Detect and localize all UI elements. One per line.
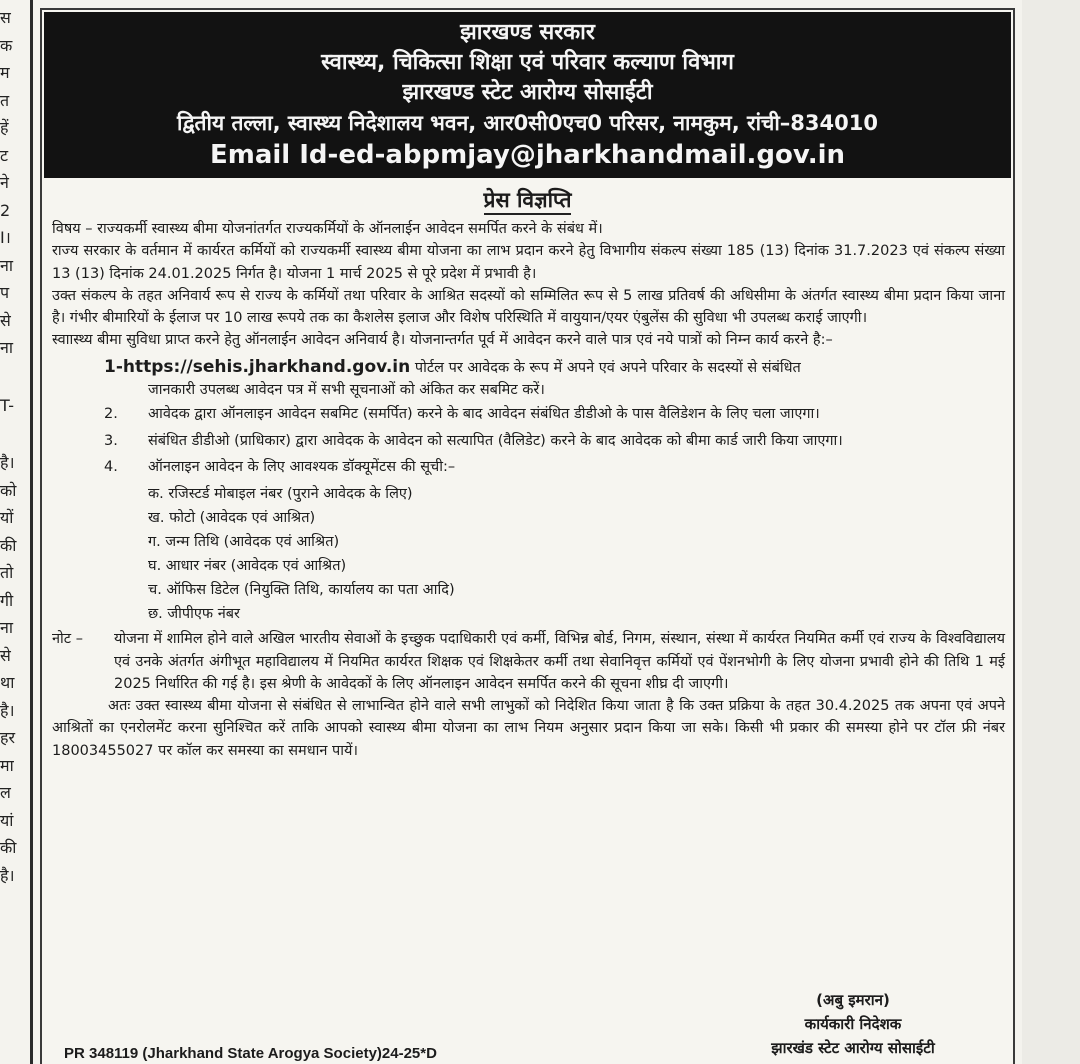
- notice-title: प्रेस विज्ञप्ति: [42, 186, 1013, 214]
- pr-code: PR 348119 (Jharkhand State Arogya Society)24-25*D: [64, 1045, 437, 1062]
- signature-block: [723, 988, 983, 1060]
- strip-fragment: I।: [0, 228, 11, 247]
- step-text: संबंधित डीडीओ (प्राधिकार) द्वारा आवेदक के आवेदन को सत्यापित (वैलिडेट) करने के बाद आवेदक को बीमा कार्ड जारी किया जाएगा।: [148, 432, 843, 449]
- list-item: घ. आधार नंबर (आवेदक एवं आश्रित): [148, 558, 347, 575]
- paragraph-coverage: उक्त संकल्प के तहत अनिवार्य रूप से राज्य के कर्मियों तथा परिवार के आश्रित सदस्यों को सम्मिलित रूप से 5 लाख प्रतिवर्ष की अधिसीमा के अंतर्गत स्वास्थ्य बीमा प्रदान किया जाना है। गंभीर बीमारियों के ईलाज पर 10 लाख रूपये तक का कैशलेस इलाज और विशेष परिस्थिति में वायुयान/एयर एंबुलेंस की सुविधा भी उपलब्ध कराई जाएगी।: [52, 287, 1005, 327]
- strip-fragment: की: [0, 838, 17, 857]
- paragraph-requirement: स्वाास्थ्य बीमा सुविधा प्राप्त करने हेतु ऑनलाईन आवेदन अनिवार्य है। योजनान्तर्गत पूर्व में आवेदन करने वाले पात्र एवं नये पात्रों को निम्न कार्य करने है:–: [52, 332, 833, 349]
- header-band: [44, 12, 1011, 178]
- step-number: 2.: [104, 406, 118, 423]
- portal-link[interactable]: 1-https://sehis.jharkhand.gov.in: [104, 356, 411, 377]
- strip-fragment: है।: [0, 700, 15, 720]
- strip-fragment: प: [0, 283, 10, 302]
- strip-fragment: [0, 419, 24, 449]
- list-item: क. रजिस्टर्ड मोबाइल नंबर (पुराने आवेदक के लिए): [148, 486, 413, 503]
- note-section: [52, 628, 1005, 695]
- strip-fragment: हर: [0, 728, 16, 747]
- step-1-continued: जानकारी उपलब्ध आवेदन पत्र में सभी सूचनाओं को अंकित कर सबमिट करें।: [148, 382, 545, 399]
- step-3: [52, 430, 1005, 452]
- step-number: 4.: [104, 458, 118, 475]
- page-margin: [1022, 0, 1080, 1064]
- step-1-text: पोर्टल पर आवेदक के रूप में अपने एवं अपने परिवार के सदस्यों से संबंधित: [410, 359, 801, 376]
- strip-fragment: तो: [0, 563, 14, 582]
- note-label: नोट –: [52, 631, 83, 648]
- notice-body: [42, 214, 1013, 762]
- step-text: ऑनलाइन आवेदन के लिए आवश्यक डॉक्यूमेंटस की सूची:–: [148, 458, 456, 475]
- strip-fragment: से: [0, 310, 11, 330]
- government-name: झारखण्ड सरकार: [460, 20, 595, 45]
- step-text: आवेदक द्वारा ऑनलाइन आवेदन सबमिट (समर्पित) करने के बाद आवेदन संबंधित डीडीओ के पास वैलिडेशन के लिए चला जाएगा।: [148, 406, 820, 423]
- step-4: [52, 456, 1005, 478]
- strip-fragment: ना: [0, 618, 14, 637]
- strip-fragment: म: [0, 63, 10, 82]
- closing-paragraph: [52, 695, 1005, 762]
- closing-first-line: अतः उक्त स्वास्थ्य बीमा योजना से संबंधित से लाभान्वित होने वाले सभी लाभुकों को निदेशित किया जाता है कि: [108, 698, 694, 715]
- strip-fragment: था: [0, 673, 15, 692]
- strip-fragment: क: [0, 35, 13, 55]
- strip-fragment: है।: [0, 865, 15, 885]
- strip-fragment: यों: [0, 508, 14, 527]
- list-item: च. ऑफिस डिटेल (नियुक्ति तिथि, कार्यालय का पता आदि): [148, 582, 455, 599]
- press-notice: [40, 8, 1015, 1064]
- adjacent-column-fragment: [0, 0, 24, 1064]
- strip-fragment: स: [0, 8, 11, 27]
- strip-fragment: ना: [0, 338, 14, 357]
- office-address: द्वितीय तल्ला, स्वास्थ्य निदेशालय भवन, आर0सी0एच0 परिसर, नामकुम, रांची–834010: [177, 111, 878, 135]
- strip-fragment: हें: [0, 118, 9, 137]
- strip-fragment: 2: [0, 200, 11, 220]
- column-divider: [30, 0, 33, 1064]
- strip-fragment: को: [0, 480, 17, 500]
- strip-fragment: ल: [0, 783, 11, 802]
- strip-fragment: ने: [0, 173, 9, 192]
- step-2: [52, 403, 1005, 425]
- subject-line: विषय – राज्यकर्मी स्वास्थ्य बीमा योजनांतर्गत राज्यकर्मियों के ऑनलाईन आवेदन समर्पित करने के संबंध में।: [52, 221, 603, 237]
- signatory-name: (अबु इमरान): [816, 991, 890, 1009]
- department-name: स्वास्थ्य, चिकित्सा शिक्षा एवं परिवार कल्याण विभाग: [321, 50, 734, 75]
- list-item: छ. जीपीएफ नंबर: [148, 606, 240, 623]
- strip-fragment: गी: [0, 590, 14, 610]
- email-id: Email Id-ed-abpmjay@jharkhandmail.gov.in: [209, 140, 846, 170]
- document-list: [52, 482, 1005, 626]
- closing-rest: उक्त प्रक्रिया के तहत 30.4.2025 तक अपना एवं अपने आश्रितों का एनरोलमेंट करना सुनिश्चित करें ताकि आपको स्वास्थ्य बीमा योजना का लाभ नियम अनुसार प्रदान किया जा सके। किसी भी प्रकार की समस्या होने पर टॉल फ्री नंबर 18003455027 पर कॉल कर समस्या का समधान पायें।: [52, 698, 1005, 759]
- step-number: 3.: [104, 432, 118, 449]
- signatory-org: झारखंड स्टेट आरोग्य सोसाईटी: [771, 1039, 935, 1057]
- strip-fragment: मा: [0, 755, 14, 775]
- strip-fragment: यां: [0, 810, 14, 830]
- list-item: ग. जन्म तिथि (आवेदक एवं आश्रित): [148, 534, 340, 551]
- list-item: ख. फोटो (आवेदक एवं आश्रित): [148, 510, 316, 527]
- strip-fragment: त: [0, 90, 10, 110]
- paragraph-resolution: राज्य सरकार के वर्तमान में कार्यरत कर्मियों को राज्यकर्मी स्वास्थ्य बीमा योजना का लाभ प्रदान करने हेतु विभागीय संकल्प संख्या 185 (13) दिनांक 31.7.2023 एवं संकल्प संख्या 13 (13) दिनांक 24.01.2025 निर्गत है। योजना 1 मार्च 2025 से पूरे प्रदेश में प्रभावी है।: [52, 243, 1005, 282]
- signatory-designation: कार्यकारी निदेशक: [804, 1015, 902, 1033]
- strip-fragment: की: [0, 535, 17, 555]
- step-1: [52, 356, 1005, 402]
- society-name: झारखण्ड स्टेट आरोग्य सोसाईटी: [402, 80, 653, 105]
- strip-fragment: ट: [0, 145, 9, 165]
- strip-fragment: ना: [0, 255, 14, 275]
- strip-fragment: है।: [0, 453, 15, 472]
- strip-fragment: T-: [0, 395, 15, 415]
- strip-fragment: से: [0, 645, 11, 665]
- note-text: योजना में शामिल होने वाले अखिल भारतीय सेवाओं के इच्छुक पदाधिकारी एवं कर्मी, विभिन्न बोर्ड, निगम, संस्थान, संस्था में कार्यरत नियमित कर्मी एवं राज्य के विश्वविद्यालय एवं उनके अंतर्गत अंगीभूत महाविद्यालय में नियमित कार्यरत शिक्षक एवं शिक्षकेतर कर्मी तथा सेवानिवृत्त कर्मियों एवं पेंशनभोगी के लिए योजना प्रभावी होने की तिथि 1 मई 2025 निर्धारित की गई है। इस श्रेणी के आवेदकों के लिए ऑनलाइन आवेदन समर्पित करने की सूचना शीघ्र दी जाएगी।: [114, 631, 1005, 692]
- strip-fragment: [0, 362, 24, 392]
